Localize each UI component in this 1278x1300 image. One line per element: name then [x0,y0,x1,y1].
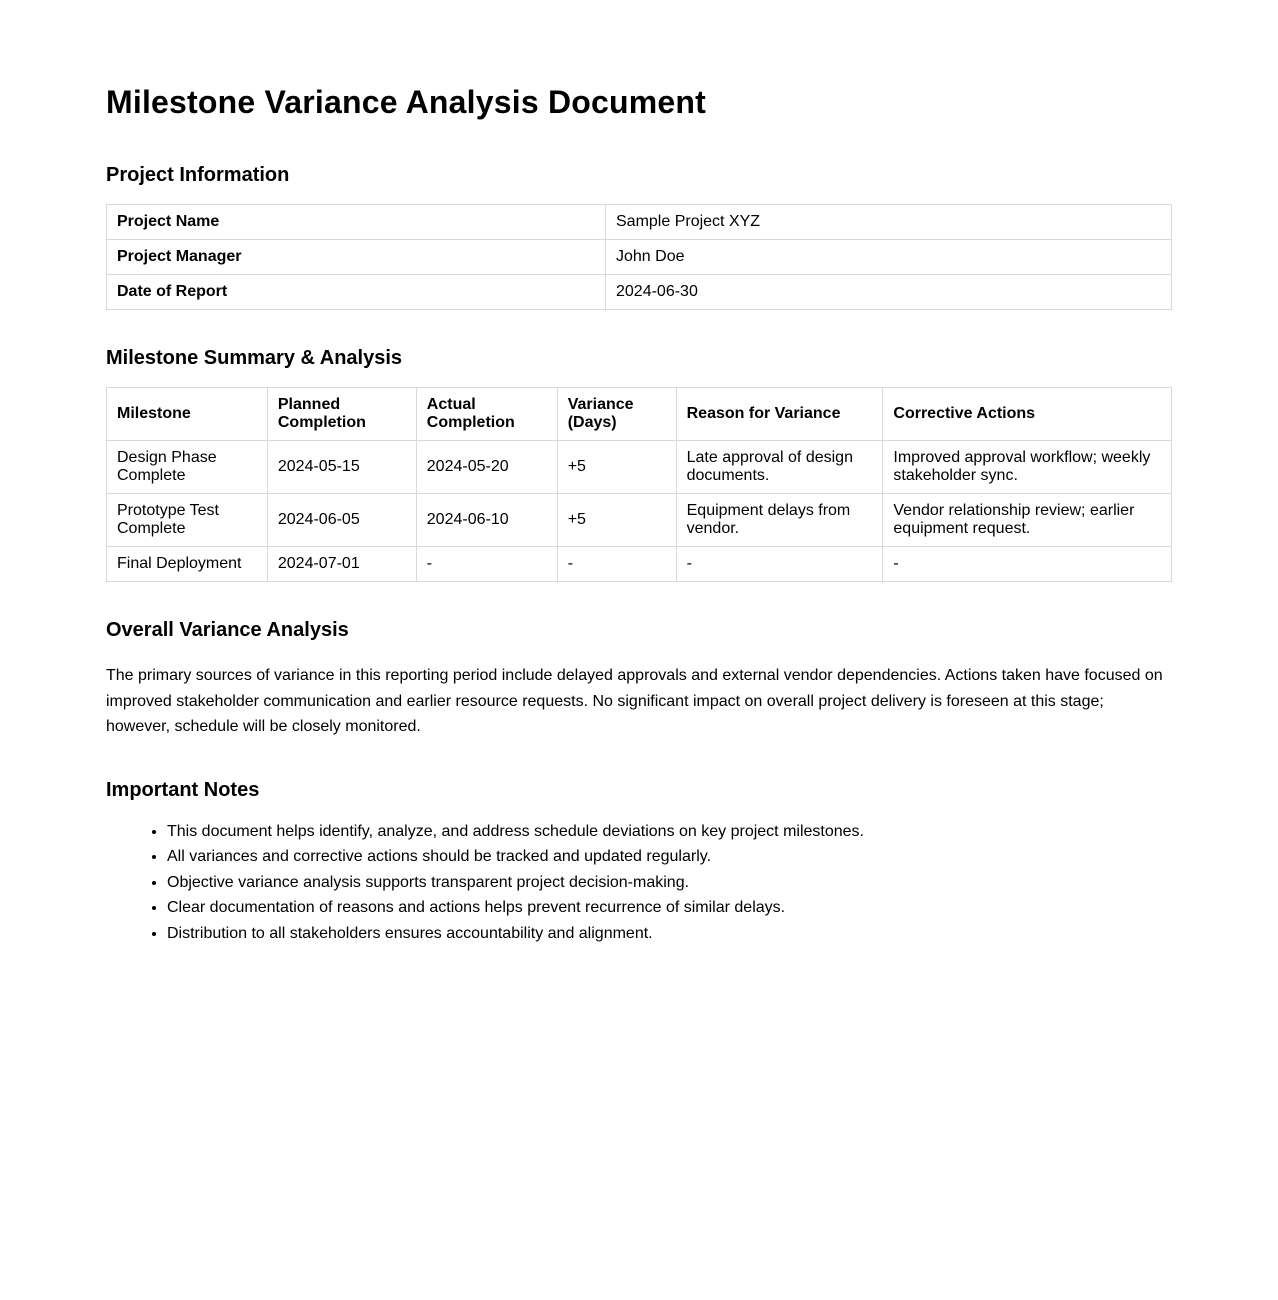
list-item: • Distribution to all stakeholders ensures accountability and alignment. [167,921,1172,947]
project-info-table [106,204,1172,310]
variance-cell: +5 [557,441,676,494]
actions-cell: - [883,547,1172,582]
reason-cell: Late approval of design documents. [676,441,883,494]
list-item: • Clear documentation of reasons and actions helps prevent recurrence of similar delays. [167,895,1172,921]
planned-date-cell: 2024-06-05 [267,494,416,547]
actual-date-cell: 2024-05-20 [416,441,557,494]
milestone-summary-heading: Milestone Summary & Analysis [106,347,403,369]
table-row [107,205,1172,240]
table-row [107,441,1172,494]
milestone-table [106,387,1172,582]
report-date-value: 2024-06-30 [606,275,1172,310]
column-header-variance: Variance (Days) [557,388,676,441]
column-header-actions: Corrective Actions [883,388,1172,441]
column-header-actual: Actual Completion [416,388,557,441]
overall-analysis-heading: Overall Variance Analysis [106,619,349,641]
table-row [107,547,1172,582]
project-name-label: Project Name [107,205,606,240]
list-item: • Objective variance analysis supports transparent project decision-making. [167,870,1172,896]
actions-cell: Vendor relationship review; earlier equipment request. [883,494,1172,547]
notes-list [106,819,1172,947]
table-row [107,275,1172,310]
column-header-reason: Reason for Variance [676,388,883,441]
page-title: Milestone Variance Analysis Document [106,84,706,120]
list-item: • This document helps identify, analyze, and address schedule deviations on key project milestones. [167,819,1172,845]
actions-cell: Improved approval workflow; weekly stakeholder sync. [883,441,1172,494]
project-name-value: Sample Project XYZ [606,205,1172,240]
milestone-cell: Prototype Test Complete [107,494,268,547]
column-header-planned: Planned Completion [267,388,416,441]
table-header-row [107,388,1172,441]
list-item: • All variances and corrective actions should be tracked and updated regularly. [167,844,1172,870]
overall-analysis-text: The primary sources of variance in this reporting period include delayed approvals and external vendor dependencies. Actions taken have focused on improved stakeholder communication and earlier resource requests. No significant impact on overall project delivery is foreseen at this stage; however, schedule will be closely monitored. [106,667,1163,735]
milestone-cell: Final Deployment [107,547,268,582]
column-header-milestone: Milestone [107,388,268,441]
variance-cell: +5 [557,494,676,547]
table-row [107,494,1172,547]
planned-date-cell: 2024-07-01 [267,547,416,582]
project-info-heading: Project Information [106,164,290,186]
variance-cell: - [557,547,676,582]
reason-cell: Equipment delays from vendor. [676,494,883,547]
project-manager-label: Project Manager [107,240,606,275]
actual-date-cell: - [416,547,557,582]
reason-cell: - [676,547,883,582]
actual-date-cell: 2024-06-10 [416,494,557,547]
milestone-cell: Design Phase Complete [107,441,268,494]
planned-date-cell: 2024-05-15 [267,441,416,494]
table-row [107,240,1172,275]
important-notes-heading: Important Notes [106,778,260,801]
report-date-label: Date of Report [107,275,606,310]
project-manager-value: John Doe [606,240,1172,275]
